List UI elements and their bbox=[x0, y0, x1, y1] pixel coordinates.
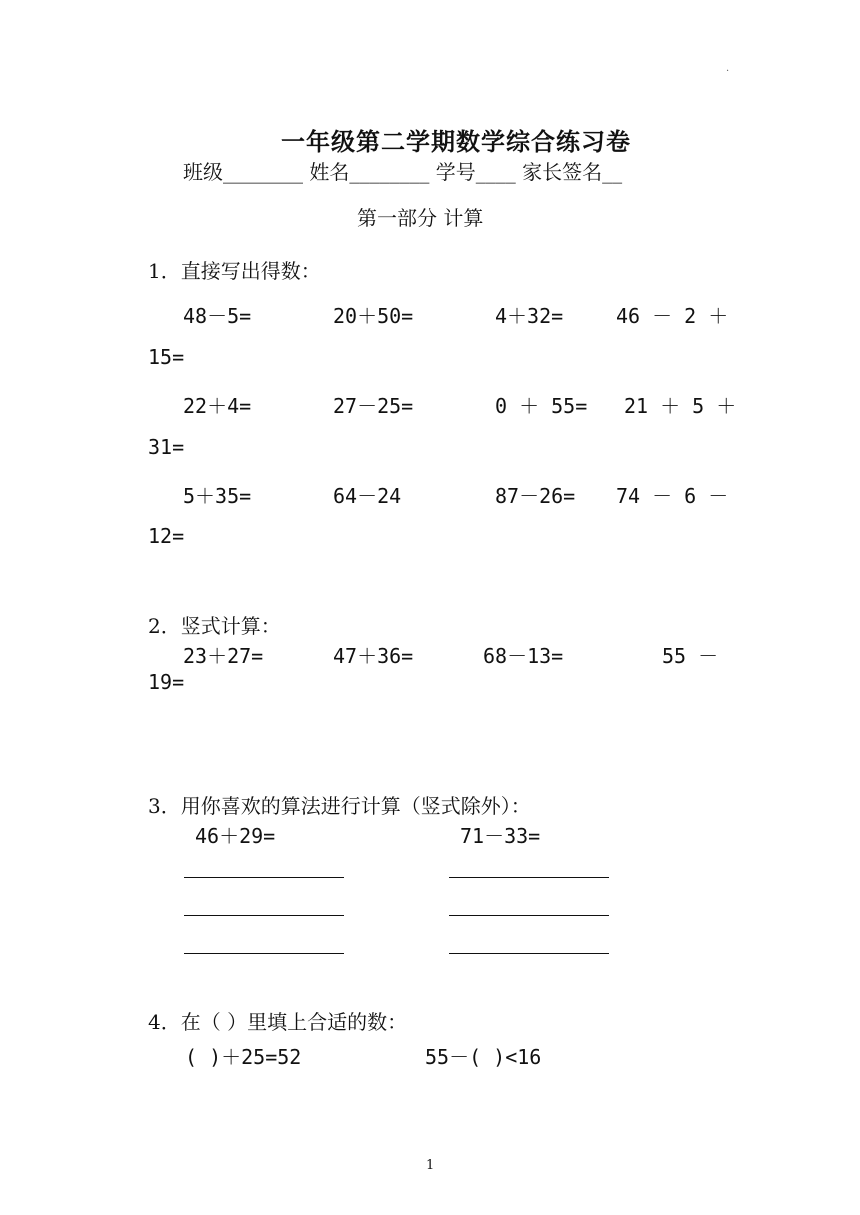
student-info-line: 班级________ 姓名________ 学号____ 家长签名__ bbox=[183, 160, 623, 184]
q3-left-problem: 46＋29= bbox=[195, 824, 276, 848]
answer-line bbox=[449, 877, 609, 878]
answer-line bbox=[184, 915, 344, 916]
q2-item3: 68－13= bbox=[483, 644, 564, 668]
corner-mark: · bbox=[726, 66, 730, 77]
q4-right-problem: 55－( )<16 bbox=[425, 1045, 542, 1069]
answer-line bbox=[449, 915, 609, 916]
page-number: 1 bbox=[426, 1158, 435, 1173]
q2-item4: 55 － bbox=[662, 644, 719, 668]
q2-item1: 23＋27= bbox=[183, 644, 264, 668]
q1-row3-item3: 87－26= bbox=[495, 484, 576, 508]
question-4-heading: 4．在（ ）里填上合适的数： bbox=[148, 1010, 408, 1034]
q1-row1-item1: 48－5= bbox=[183, 304, 252, 328]
q1-row3-item4-wrap: 12= bbox=[148, 524, 185, 548]
q1-row3-item4: 74 － 6 － bbox=[616, 484, 729, 508]
answer-line bbox=[449, 953, 609, 954]
page-title: 一年级第二学期数学综合练习卷 bbox=[281, 127, 631, 156]
q2-item2: 47＋36= bbox=[333, 644, 414, 668]
answer-line bbox=[184, 953, 344, 954]
q4-left-problem: ( )＋25=52 bbox=[185, 1045, 302, 1069]
q3-right-problem: 71－33= bbox=[460, 824, 541, 848]
q1-row2-item4: 21 ＋ 5 ＋ bbox=[624, 394, 737, 418]
q1-row1-item4: 46 － 2 ＋ bbox=[616, 304, 729, 328]
q1-row2-item3: 0 ＋ 55= bbox=[495, 394, 588, 418]
q1-row3-item2: 64－24 bbox=[333, 484, 402, 508]
q1-row1-item2: 20＋50= bbox=[333, 304, 414, 328]
q1-row2-item1: 22＋4= bbox=[183, 394, 252, 418]
q1-row2-item4-wrap: 31= bbox=[148, 435, 185, 459]
question-1-heading: 1．直接写出得数： bbox=[148, 259, 321, 283]
answer-line bbox=[184, 877, 344, 878]
question-3-heading: 3．用你喜欢的算法进行计算（竖式除外）： bbox=[148, 794, 531, 818]
section-heading: 第一部分 计算 bbox=[357, 206, 484, 230]
q2-item4-wrap: 19= bbox=[148, 670, 185, 694]
q1-row3-item1: 5＋35= bbox=[183, 484, 252, 508]
q1-row2-item2: 27－25= bbox=[333, 394, 414, 418]
q1-row1-item3: 4＋32= bbox=[495, 304, 564, 328]
q1-row1-item4-wrap: 15= bbox=[148, 345, 185, 369]
question-2-heading: 2．竖式计算： bbox=[148, 614, 281, 638]
